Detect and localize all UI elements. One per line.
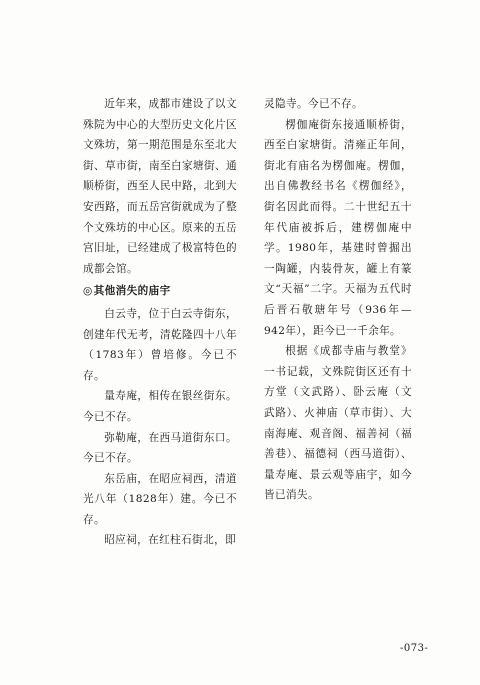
paragraph-lengqie-street: 楞伽庵街东接通顺桥街，西至白家塘街。清雍正年间，街北有庙名为楞伽庵。楞伽，出自佛教经书名《楞伽经》，街名因此而得。二十世纪五十年代庙被拆后，建楞伽庵中学。1980年，基建时曾掘出一陶罐，内装骨灰，罐上有篆文“天福”二字。天福为五代时后晋石敬瑭年号（936年—942年），距今已一千余年。 [264,118,412,337]
paragraph-maitreya-nunnery: 弥勒庵，在西马道街东口。今已不存。 [83,431,237,465]
right-column [264,94,412,506]
paragraph-baiyun-temple: 白云寺，位于白云寺街东，创建年代无考，清乾隆四十八年（1783年）曾培修。今已不存。 [83,307,237,382]
section-marker-icon: ◎ [83,285,93,298]
intro-paragraph: 近年来，成都市建设了以文殊院为中心的大型历史文化片区文殊坊，第一期范围是东至北大街、草市街，南至白家塘街、通顺桥街，西至人民中路，北到大安西路，而五岳宫街就成为了整个文殊坊的中心区。原来的五岳宫旧址，已经建成了极富特色的成都会馆。 [83,98,237,275]
page-number: -073- [400,643,429,654]
paragraph-other-temples: 根据《成都寺庙与教堂》一书记载，文殊院街区还有十方堂（文武路）、卧云庵（文武路）、火神庙（草市街）、大南海庵、观音阁、福善祠（福善巷）、福德祠（西马道街）、量寿庵、景云观等庙宇，如今皆已消失。 [264,345,412,502]
continuation-text: 灵隐寺。今已不存。 [264,98,363,110]
left-column [83,94,237,551]
paragraph-liangshou-nunnery: 量寿庵，相传在银丝街东。今已不存。 [83,390,237,423]
section-title: 其他消失的庙宇 [93,285,171,298]
paragraph-zhaoying-shrine: 昭应祠，在红柱石街北，即 [104,534,237,547]
section-heading [83,281,237,302]
paragraph-dongyue-temple: 东岳庙，在昭应祠西，清道光八年（1828年）建。今已不存。 [83,472,237,526]
